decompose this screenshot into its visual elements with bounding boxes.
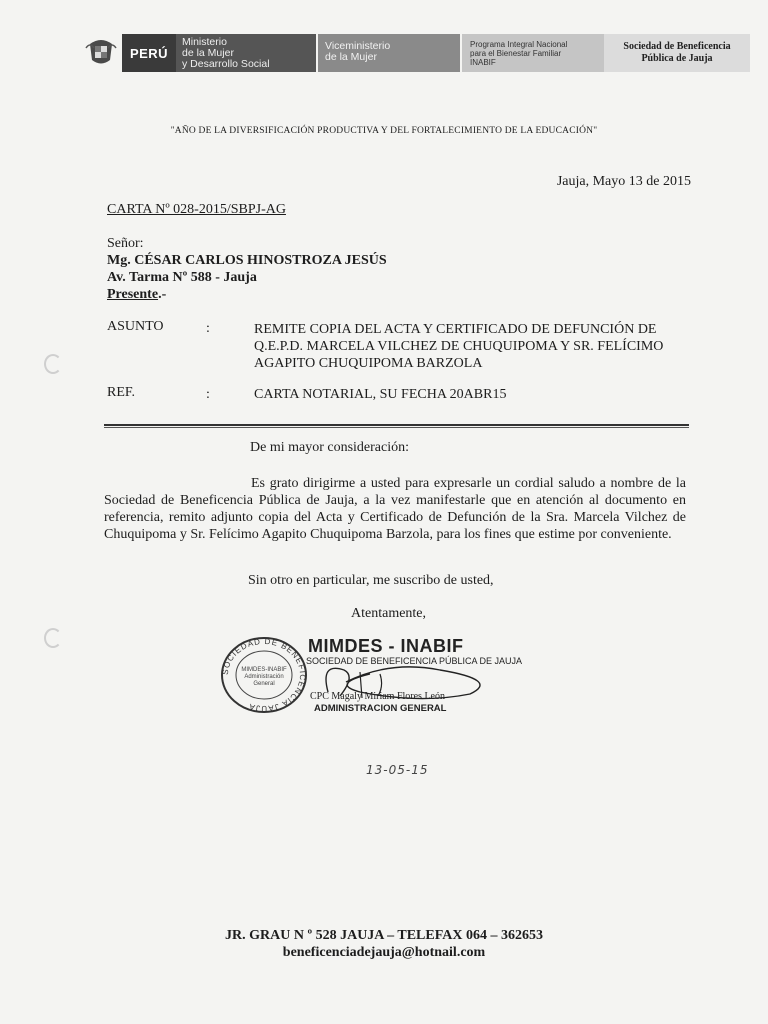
handwritten-date: 13-05-15 (366, 763, 429, 777)
presente-word: Presente (107, 287, 159, 302)
programa-label (462, 34, 604, 72)
programa-line-2: para el Bienestar Familiar (470, 49, 562, 58)
presente-suffix: .- (158, 287, 167, 302)
addressee-street: Av. Tarma Nº 588 - Jauja (107, 270, 257, 285)
sociedad-line-1: Sociedad de Beneficencia (623, 41, 731, 52)
punch-hole-mark (44, 354, 62, 374)
viceministerio-label (318, 34, 460, 72)
asunto-colon: : (206, 321, 210, 336)
sociedad-label (604, 34, 750, 72)
seal-ring-text: SOCIEDAD DE BENEFICENCIA JAUJA (220, 636, 308, 714)
letter-date: Jauja, Mayo 13 de 2015 (556, 174, 691, 189)
presente-line (107, 287, 166, 303)
footer-address: JR. GRAU N º 528 JAUJA – TELEFAX 064 – 362653 (225, 928, 543, 943)
separator-rule (104, 424, 689, 426)
separator-rule-thin (104, 427, 689, 428)
salutation: Señor: (107, 236, 144, 251)
peru-coat-of-arms-icon (84, 34, 118, 68)
ref-colon: : (206, 387, 210, 402)
year-motto: "AÑO DE LA DIVERSIFICACIÓN PRODUCTIVA Y DEL FORTALECIMIENTO DE LA EDUCACIÓN" (170, 126, 598, 136)
asunto-label: ASUNTO (107, 319, 164, 334)
letter-body (104, 475, 686, 543)
viceministerio-line-2: de la Mujer (325, 51, 377, 63)
ref-label: REF. (107, 385, 136, 400)
closing-line: Sin otro en particular, me suscribo de usted, (248, 573, 494, 588)
greeting: De mi mayor consideración: (250, 440, 410, 455)
seal-center-line-3: General (253, 681, 275, 687)
seal-center-line-2: Administración (244, 674, 284, 680)
addressee-name: Mg. CÉSAR CARLOS HINOSTROZA JESÚS (107, 253, 387, 268)
stamp-role: ADMINISTRACION GENERAL (314, 703, 447, 714)
ministerio-line-3: y Desarrollo Social (182, 58, 270, 70)
footer-email: beneficenciadejauja@hotnail.com (282, 945, 486, 960)
ministerio-label (176, 34, 316, 72)
asunto-text: REMITE COPIA DEL ACTA Y CERTIFICADO DE DEFUNCIÓN DE Q.E.P.D. MARCELA VILCHEZ DE CHUQUIPOMA Y SR. FELÍCIMO AGAPITO CHUQUIPOMA BARZOLA (254, 322, 664, 371)
seal-center-line-1: MIMDES-INABIF (241, 667, 287, 673)
ref-text: CARTA NOTARIAL, SU FECHA 20ABR15 (254, 387, 507, 402)
stamp-subtitle: SOCIEDAD DE BENEFICENCIA PÚBLICA DE JAUJA (306, 656, 523, 666)
atentamente: Atentamente, (351, 606, 427, 621)
viceministerio-line-1: Viceministerio (325, 40, 391, 52)
sociedad-line-2: Pública de Jauja (641, 53, 713, 64)
letter-number: CARTA Nº 028-2015/SBPJ-AG (107, 202, 286, 217)
stamp-signer: CPC Magaly Miriam Flores León (310, 691, 445, 702)
round-seal-stamp (219, 635, 309, 715)
stamp-organization: MIMDES - INABIF (308, 636, 464, 656)
peru-label: PERÚ (122, 34, 176, 72)
punch-hole-mark (44, 628, 62, 648)
programa-line-1: Programa Integral Nacional (470, 40, 568, 49)
ministerio-line-1: Ministerio (182, 36, 227, 48)
programa-line-3: INABIF (470, 58, 496, 67)
ministerio-line-2: de la Mujer (182, 47, 234, 59)
letter-body-text: Es grato dirigirme a usted para expresarle un cordial saludo a nombre de la Sociedad de Beneficencia Pública de Jauja, a la vez manifestarle que en atención al documento en referencia, remito adjunto copia del Acta y Certificado de Defunción de la Sra. Marcela Vilchez de Chuquipoma y Sr. Felícimo Agapito Chuquipoma Barzola, para los fines que estime por conveniente. (104, 476, 686, 542)
